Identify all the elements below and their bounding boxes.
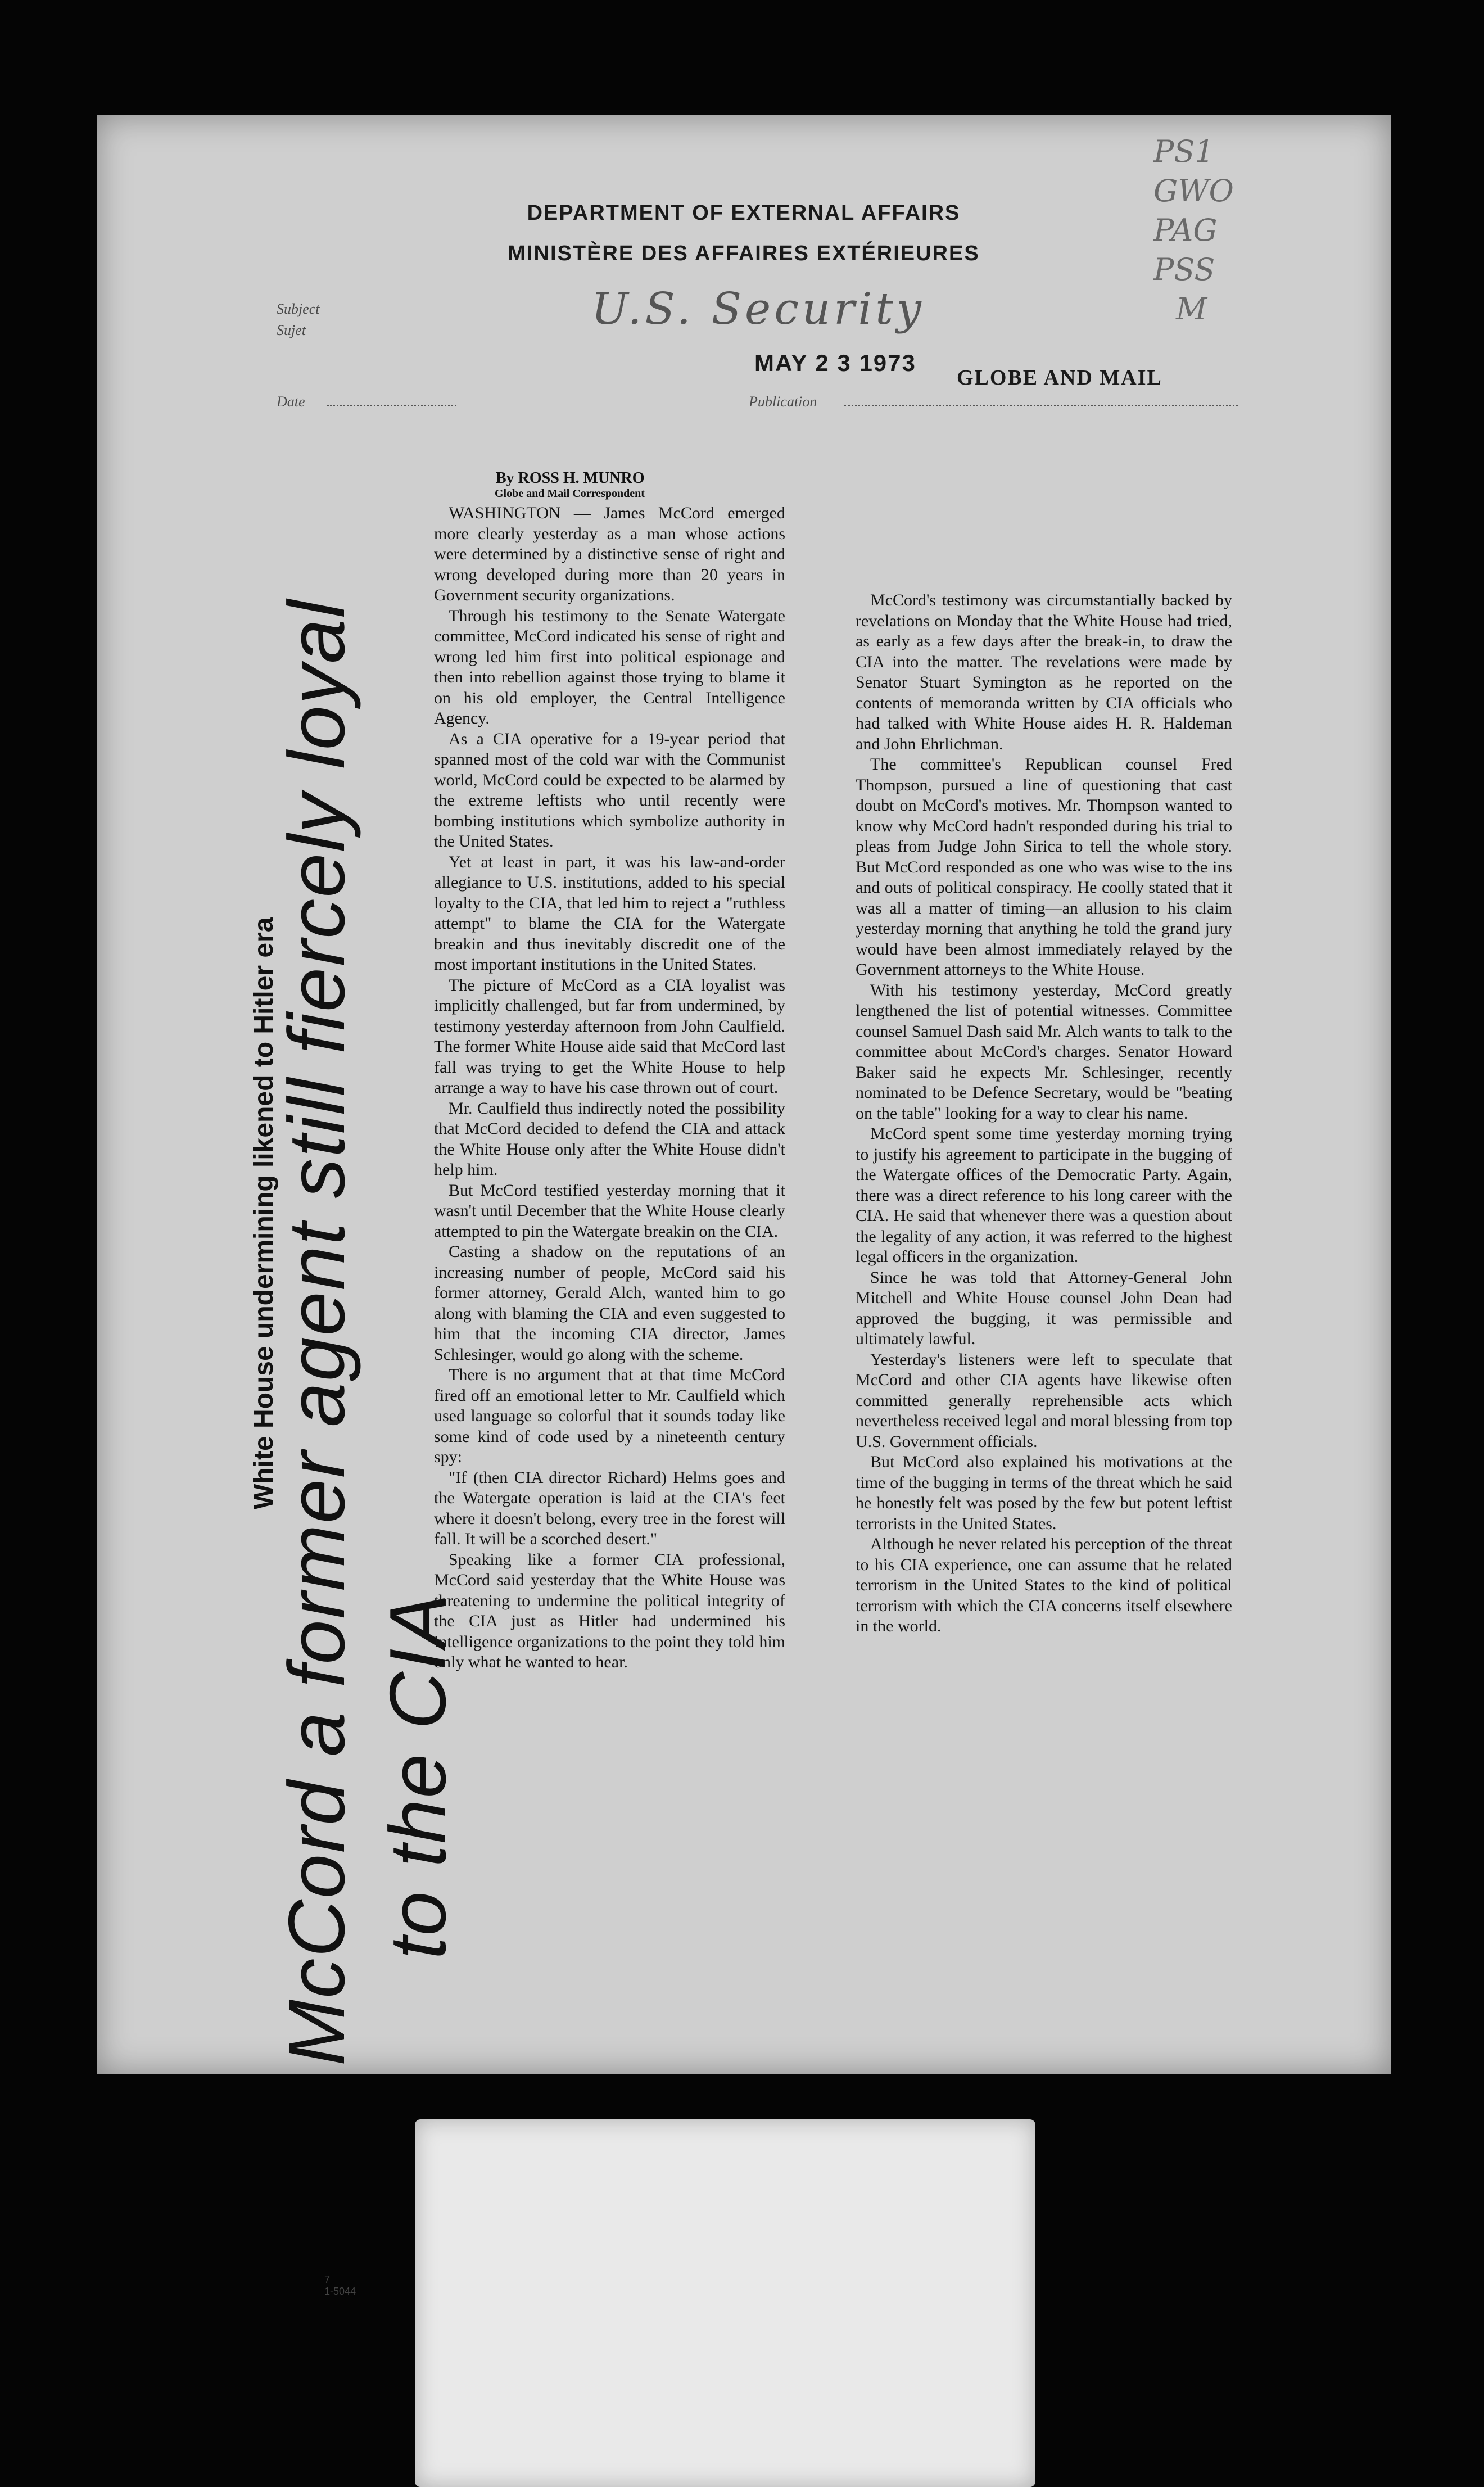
paragraph: Speaking like a former CIA professional, McCord said yesterday that the White House was threatening to undermine the political integrity of the CIA just as Hitler had undermined his intelligence organizations to the point they told him only what he wanted to hear. [434,1550,785,1671]
date-rule [327,405,456,406]
blank-card [415,2119,1035,2487]
article-headline-line1: McCord a former agent still fiercely loyal [272,599,361,2066]
publication-label: Publication [749,394,817,410]
marginal-notes [1153,132,1283,329]
paragraph: Yesterday's listeners were left to speculate that McCord and other CIA agents have likewise often committed generally reprehensible acts which nevertheless received legal and moral blessing from top U.S. Government officials. [856,1350,1232,1451]
marginal-note: M [1176,291,1207,327]
paragraph: McCord's testimony was circumstantially backed by revelations on Monday that the White House had tried, as early as a few days after the break-in, to draw the CIA into the matter. The revelations were made by Senator Stuart Symington as he reported on the contents of memoranda written by CIA officials who had talked with White House aides H. R. Haldeman and John Ehrlichman. [856,591,1232,753]
department-header-en: DEPARTMENT OF EXTERNAL AFFAIRS [527,201,961,225]
subject-label: Subject [277,301,320,317]
article-column-2 [856,590,1232,1637]
paragraph: There is no argument that at that time McCord fired off an emotional letter to Mr. Caulfield which used language so colorful that it sounds today like some kind of code used by a nineteenth century spy: [434,1365,785,1466]
newspaper-clipping [198,424,1255,2297]
byline [496,469,645,500]
article-column-1 [434,503,785,1673]
paragraph: WASHINGTON — James McCord emerged more clearly yesterday as a man whose actions were determined by a distinctive sense of right and wrong developed during more than 20 years in Government security organizations. [434,504,785,604]
publication-name: GLOBE AND MAIL [957,366,1162,390]
byline-name: By ROSS H. MUNRO [496,469,645,487]
publication-rule [844,405,1238,406]
document-sheet [97,115,1391,2297]
date-label: Date [277,394,305,410]
paragraph: Through his testimony to the Senate Watergate committee, McCord indicated his sense of right and wrong led him first into political espionage and then into rebellion against those trying to blame it on his old employer, the Central Intelligence Agency. [434,606,785,727]
paragraph: Mr. Caulfield thus indirectly noted the possibility that McCord decided to defend the CIA and attack the White House only after the White House didn't help him. [434,1098,785,1179]
article-headline-line2: to the CIA [373,1593,463,1959]
subject-handwritten: U.S. Security [591,284,925,334]
paragraph: "If (then CIA director Richard) Helms goes and the Watergate operation is laid at the CIA's feet where it doesn't belong, every tree in the forest will fall. It will be a scorched desert." [434,1468,785,1548]
paragraph: Since he was told that Attorney-General John Mitchell and White House counsel John Dean had approved the bugging, it was permissible and ultimately lawful. [856,1268,1232,1348]
article-kicker: White House undermining likened to Hitler era [249,917,279,1509]
paragraph: Yet at least in part, it was his law-and-order allegiance to U.S. institutions, added to his special loyalty to the CIA, that led him to reject a "ruthless attempt" to blame the CIA for the Watergate breakin and thus inevitably discredit one of the most important institutions in the United States. [434,852,785,974]
paragraph: But McCord testified yesterday morning that it wasn't until December that the White House clearly attempted to pin the Watergate breakin on the CIA. [434,1181,785,1241]
paragraph: McCord spent some time yesterday morning trying to justify his agreement to participate in the bugging of the Watergate offices of the Democratic Party. Again, there was a direct reference to his long career with the CIA. He said that whenever there was a question about the legality of any action, it was referred to the highest legal officers in the organization. [856,1124,1232,1266]
date-stamp: MAY 2 3 1973 [754,350,916,376]
paragraph: But McCord also explained his motivations at the time of the bugging in terms of the threat which he said he honestly felt was posed by the few but potent leftist terrorists in the United States. [856,1453,1232,1533]
department-header-fr: MINISTÈRE DES AFFAIRES EXTÉRIEURES [508,242,980,265]
paragraph: The picture of McCord as a CIA loyalist was implicitly challenged, but far from undermined, by testimony yesterday afternoon from John Caulfield. The former White House aide said that McCord last fall was trying to get the White House to help arrange a way to have his case thrown out of court. [434,975,785,1097]
corner-mark: 7 1-5044 [324,2274,356,2297]
marginal-note: PSS [1153,252,1215,287]
paragraph: As a CIA operative for a 19-year period that spanned most of the cold war with the Communist world, McCord could be expected to be alarmed by the extreme leftists who until recently were bombing institutions which symbolize authority in the United States. [434,729,785,851]
paragraph: Although he never related his perception of the threat to his CIA experience, one can assume that he related terrorism in the United States to the kind of political terrorism with which the CIA concerns itself elsewhere in the world. [856,1535,1232,1635]
marginal-note: PS1 [1153,134,1214,169]
paragraph: With his testimony yesterday, McCord greatly lengthened the list of potential witnesses. Committee counsel Samuel Dash said Mr. Alch wants to talk to the committee about McCord's charges. Senator Howard Baker said he expects Mr. Schlesinger, recently nominated to be Defence Secretary, would be "beating on the table" looking for a way to clear his name. [856,980,1232,1123]
paragraph: The committee's Republican counsel Fred Thompson, pursued a line of questioning that cast doubt on McCord's motives. Mr. Thompson wanted to know why McCord hadn't responded during his trial to pleas from Judge John Sirica to tell the whole story. But McCord responded as one who was wise to the ins and outs of political conspiracy. He coolly stated that it was all a matter of timing—an allusion to his claim yesterday morning that anything he told the grand jury would have been almost immediately relayed by the Government attorneys to the White House. [856,755,1232,979]
paragraph: Casting a shadow on the reputations of an increasing number of people, McCord said his former attorney, Gerald Alch, wanted him to go along with blaming the CIA and even suggested to him that the incoming CIA director, James Schlesinger, would go along with the scheme. [434,1242,785,1364]
marginal-note: GWO [1153,173,1234,209]
marginal-note: PAG [1153,212,1218,248]
byline-sub: Globe and Mail Correspondent [495,487,645,500]
sujet-label: Sujet [277,322,306,338]
